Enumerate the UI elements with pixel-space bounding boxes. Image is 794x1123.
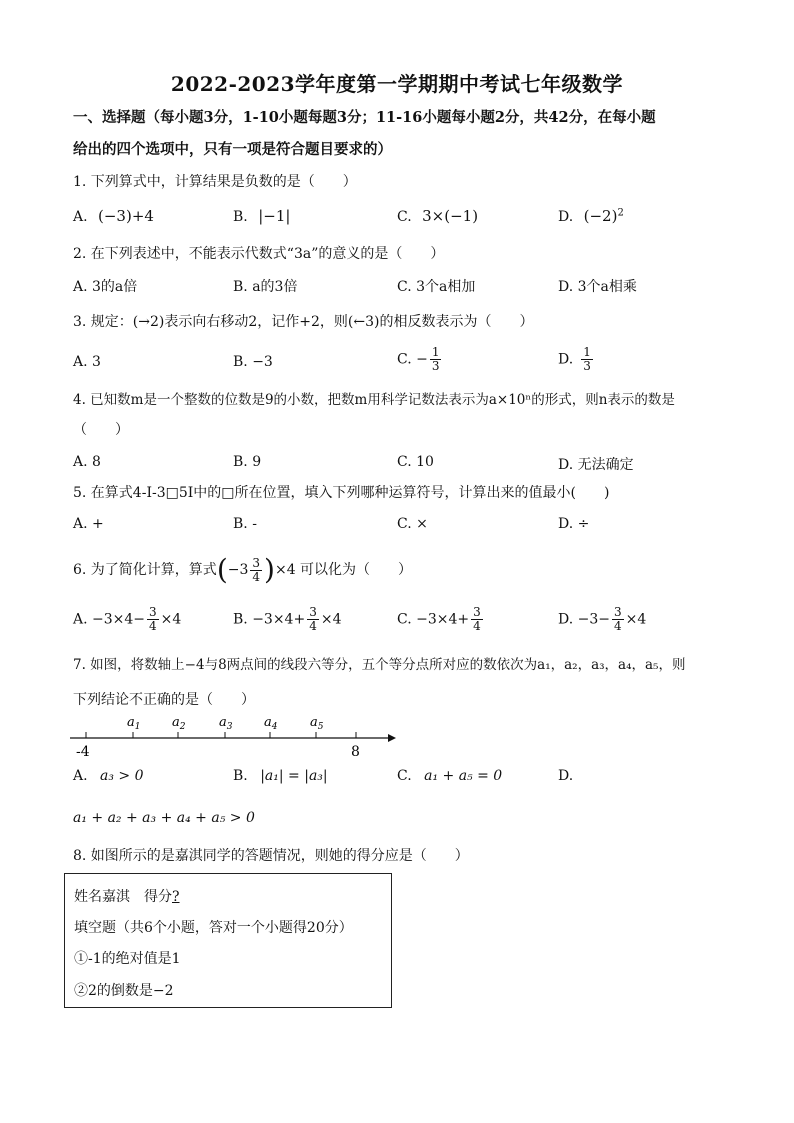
point-label-a2: $a_2$ [172, 715, 186, 732]
q2-option-a[interactable]: A. 3的a倍 [73, 279, 138, 295]
answer-sheet-score-value: ? [172, 889, 180, 905]
q6-stem-suffix: ×4 可以化为（ ） [274, 562, 413, 578]
answer-sheet-item-2: ②2的倒数是−2 [74, 983, 174, 999]
q3-option-c-numerator: 1 [431, 345, 440, 359]
q2-option-d[interactable]: D. 3个a相乘 [558, 279, 637, 295]
q1-option-d-exponent: 2 [617, 207, 624, 219]
q7-option-c-expr: a₁ + a₅ = 0 [424, 768, 503, 784]
q4-option-c[interactable]: C. 10 [397, 454, 434, 470]
question-4-stem-line2: （ ） [73, 422, 129, 438]
question-1-stem: 1. 下列算式中，计算结果是负数的是（ ） [73, 174, 357, 190]
q7-option-a[interactable] [73, 768, 144, 784]
q1-option-a[interactable] [73, 207, 154, 225]
q1-option-d-expr: (−2) [583, 207, 618, 225]
q6-option-d-numerator: 3 [614, 605, 622, 619]
point-label-a1: $a_1$ [127, 715, 141, 732]
q6-option-a[interactable] [73, 606, 181, 633]
q3-option-c-fraction [430, 346, 442, 373]
q1-option-b[interactable] [233, 207, 290, 225]
q6-option-b-denominator: 4 [309, 619, 317, 633]
q3-option-d[interactable] [558, 346, 595, 373]
q6-stem-denominator: 4 [252, 569, 261, 584]
q7-option-d-expr: a₁ + a₂ + a₃ + a₄ + a₅ > 0 [73, 810, 255, 826]
q7-option-b[interactable] [233, 768, 328, 784]
answer-sheet-box [64, 873, 392, 1008]
q6-option-d[interactable] [558, 606, 646, 633]
answer-sheet-name-line [74, 886, 180, 906]
question-5-stem: 5. 在算式4-I-3□5I中的□所在位置，填入下列哪种运算符号，计算出来的值最小( ) [73, 485, 610, 501]
q6-option-d-suffix: ×4 [625, 611, 647, 628]
q6-option-b-numerator: 3 [309, 605, 317, 619]
question-7-stem-line2: 下列结论不正确的是（ ） [73, 692, 255, 708]
q3-option-c-denominator: 3 [431, 359, 440, 373]
q1-option-c[interactable] [397, 207, 478, 225]
question-2-stem: 2. 在下列表述中，不能表示代数式“3a”的意义的是（ ） [73, 246, 445, 262]
question-3-stem: 3. 规定：(→2)表示向右移动2，记作+2，则(←3)的相反数表示为（ ） [73, 314, 534, 330]
q6-option-d-prefix: D. −3− [558, 611, 610, 628]
q7-option-c[interactable] [397, 768, 502, 784]
q4-option-b[interactable]: B. 9 [233, 454, 262, 470]
section-header-line2: 给出的四个选项中，只有一项是符合题目要求的） [73, 141, 392, 158]
answer-sheet-instruction: 填空题（共6个小题，答对一个小题得20分） [74, 920, 353, 936]
q6-option-b-suffix: ×4 [320, 611, 342, 628]
q7-option-a-label: A. [73, 768, 88, 784]
q3-option-d-label: D. [558, 351, 574, 368]
q5-option-a[interactable]: A. + [73, 516, 104, 532]
q6-option-d-denominator: 4 [614, 619, 622, 633]
q1-option-a-expr: (−3)+4 [98, 207, 154, 225]
q1-option-d[interactable] [558, 207, 624, 225]
q6-option-b[interactable] [233, 606, 341, 633]
q3-option-c-label: C. − [397, 351, 428, 368]
question-4-stem-line1: 4. 已知数m是一个整数的位数是9的小数，把数m用科学记数法表示为a×10ⁿ的形式，则n表示的数是 [73, 392, 675, 408]
q1-option-b-expr: |−1| [258, 207, 291, 225]
q4-option-a[interactable]: A. 8 [73, 454, 101, 470]
q6-option-a-denominator: 4 [149, 619, 157, 633]
q6-option-c-denominator: 4 [473, 619, 481, 633]
q3-option-d-numerator: 1 [583, 345, 591, 359]
question-7-stem-line1: 7. 如图，将数轴上−4与8两点间的线段六等分，五个等分点所对应的数依次为a₁，a₂，a₃，a₄，a₅，则 [73, 657, 686, 673]
question-8-stem: 8. 如图所示的是嘉淇同学的答题情况，则她的得分应是（ ） [73, 848, 469, 864]
q6-option-b-fraction [307, 606, 319, 633]
q6-left-paren: ( [216, 553, 228, 586]
q1-option-a-label: A. [73, 209, 88, 225]
axis-label-right: 8 [351, 744, 360, 760]
q6-stem-numerator: 3 [252, 555, 261, 570]
point-label-a3: $a_3$ [219, 715, 233, 732]
q6-stem-fraction [250, 557, 262, 584]
q7-option-a-expr: a₃ > 0 [100, 768, 144, 784]
q3-option-d-denominator: 3 [583, 359, 591, 373]
q6-option-c-prefix: C. −3×4+ [397, 611, 470, 628]
q1-option-d-label: D. [558, 209, 574, 225]
q6-option-b-prefix: B. −3×4+ [233, 611, 306, 628]
q6-option-c[interactable] [397, 606, 485, 633]
q7-option-c-label: C. [397, 768, 412, 784]
q1-option-c-expr: 3×(−1) [422, 207, 479, 225]
q2-option-c[interactable]: C. 3个a相加 [397, 279, 476, 295]
number-line-figure [70, 710, 410, 760]
q5-option-c[interactable]: C. × [397, 516, 428, 532]
q6-option-a-suffix: ×4 [160, 611, 182, 628]
question-6-stem [73, 552, 728, 588]
q3-option-c[interactable] [397, 346, 443, 373]
q1-option-b-label: B. [233, 209, 248, 225]
q6-stem-integer: −3 [227, 562, 249, 578]
q2-option-b[interactable]: B. a的3倍 [233, 279, 298, 295]
number-line-arrow [388, 734, 396, 742]
answer-sheet-item-1: ①-1的绝对值是1 [74, 951, 181, 967]
q6-stem-prefix: 6. 为了简化计算，算式 [73, 562, 217, 578]
q6-option-c-fraction [471, 606, 483, 633]
q6-option-d-fraction [612, 606, 624, 633]
q6-right-paren: ) [264, 553, 275, 586]
q6-option-a-fraction [147, 606, 159, 633]
q1-option-c-label: C. [397, 209, 412, 225]
page-title: 2022-2023学年度第一学期期中考试七年级数学 [170, 72, 624, 96]
q7-option-d[interactable]: D. [558, 768, 574, 784]
section-header-line1: 一、选择题（每小题3分，1-10小题每题3分；11-16小题每小题2分，共42分，在每小题 [73, 109, 656, 126]
q4-option-d[interactable]: D. 无法确定 [558, 457, 634, 473]
point-label-a5: $a_5$ [310, 715, 324, 732]
q5-option-b[interactable]: B. - [233, 516, 257, 532]
q7-option-b-label: B. [233, 768, 248, 784]
q6-option-a-prefix: A. −3×4− [73, 611, 146, 628]
q6-option-a-numerator: 3 [149, 605, 157, 619]
q3-option-d-fraction [581, 346, 593, 373]
q6-option-c-numerator: 3 [473, 605, 481, 619]
q3-option-a[interactable]: A. 3 [73, 354, 101, 370]
q3-option-b[interactable]: B. −3 [233, 354, 273, 370]
axis-label-left: -4 [76, 744, 90, 760]
q5-option-d[interactable]: D. ÷ [558, 516, 590, 532]
point-label-a4: $a_4$ [264, 715, 278, 732]
q7-option-b-expr: |a₁| = |a₃| [260, 768, 328, 784]
answer-sheet-name-score: 姓名嘉淇 得分 [74, 889, 172, 905]
